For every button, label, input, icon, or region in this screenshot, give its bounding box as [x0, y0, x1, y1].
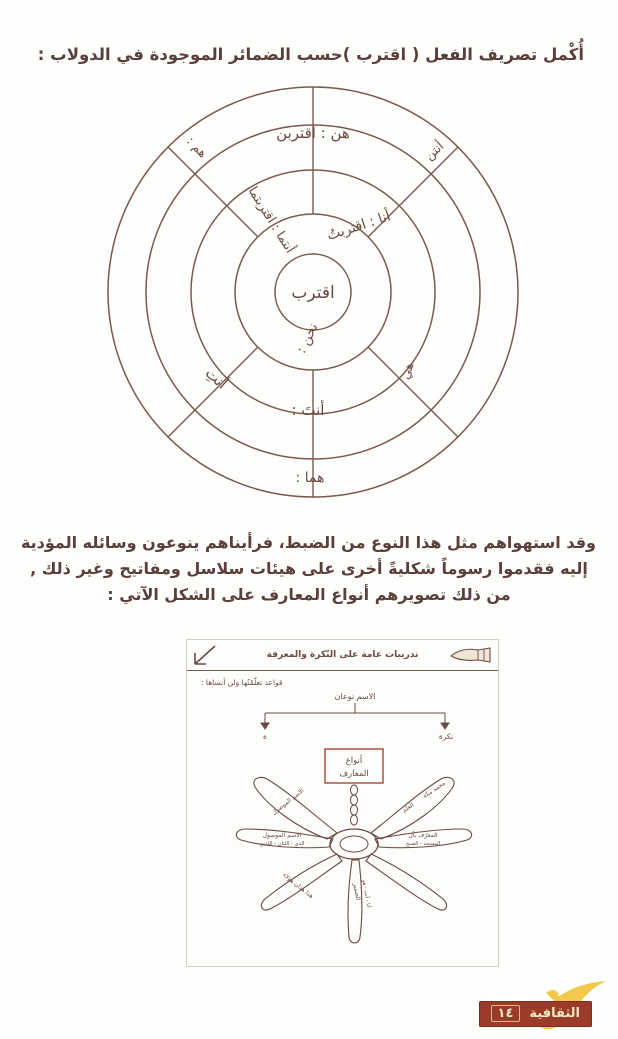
ray-label-top-left: الاسم الموصول: [270, 787, 306, 817]
ray-shape-3: [261, 854, 342, 910]
ray-label-left-sub: الذي - اللتان - اللذين: [259, 841, 305, 847]
figure-banner-title: تدريبات عامة على النّكرة والمعرفة: [266, 650, 419, 660]
wheel-inner-label-nahnu: نحن :: [293, 320, 322, 356]
footer-page-number: ١٤: [491, 1005, 521, 1022]
inset-figure: [186, 639, 499, 967]
paragraph-line-2: إليه فقدموا رسوماً شكليةً أخرى على هيئات سلاسل ومفاتيح وغير ذلك ,: [30, 558, 588, 578]
conjugation-wheel-diagram: [103, 82, 523, 502]
knowledge-star-diagram: [187, 687, 498, 967]
tree-branch-left-label: ة: [263, 732, 267, 741]
ray-shape-4: [348, 860, 362, 943]
ray-label-left: الاسم الموصول: [262, 832, 302, 839]
figure-banner: [187, 640, 498, 671]
wheel-center-label: اقترب: [291, 283, 335, 303]
wheel-outer-label-huma: هما :: [295, 470, 325, 486]
wheel-outer-label-hum: هم :: [183, 133, 211, 161]
wheel-middle-label-hunna: هن : اقتربن: [276, 124, 350, 142]
corner-arrow-icon: [193, 644, 219, 666]
wheel-outer-label-antunna: أنتن: [421, 138, 447, 164]
ray-shape-5: [366, 854, 447, 910]
figure-body: [187, 687, 498, 967]
chain-connector: [351, 785, 358, 825]
wheel-inner-label-antuma: أنتما : اقتربتما: [244, 184, 298, 257]
center-box-line2: المعارف: [339, 769, 369, 779]
ray-label-right-lower: المعرّف بأل: [408, 832, 438, 839]
paragraph-line-1: وقد استهواهم مثل هذا النوع من الضبط، فرأيناهم ينوعون وسائله المؤدية: [20, 533, 596, 552]
ray-shapes: [236, 777, 471, 943]
footer-series-label: الثقافية: [529, 1006, 580, 1021]
ray-label-bottom-sub: أنا - أنت - هو: [360, 879, 372, 909]
wheel-svg: [103, 82, 523, 502]
wheel-middle-label-anti: أنتِ: [201, 363, 231, 393]
ray-label-bottom-left: هذا هذان هؤلاء: [281, 871, 315, 900]
wheel-outer-label-hiya: هي: [396, 360, 417, 382]
ray-label-bottom: الضمير: [351, 882, 362, 901]
body-paragraph: [22, 530, 596, 608]
tree-branch-right-label: نكرة: [438, 732, 454, 741]
paragraph-line-3: من ذلك تصويرهم أنواع المعارف على الشكل الآتي :: [107, 584, 511, 604]
pointing-hand-icon: [448, 642, 494, 666]
figure-subtitle: قواعد تعلّمْتُها ولن أنساها :: [201, 678, 283, 687]
ray-label-right-upper: محمد مكة: [421, 779, 447, 800]
page-title: أُكْمل تصريف الفعل ( اقترب )حسب الضمائر الموجودة في الدولاب :: [37, 45, 584, 64]
ray-label-right-lower-sub: المسجد - الصبح: [405, 841, 441, 847]
footer-badge: [479, 1001, 592, 1027]
wheel-inner-label-ana: أنا : اقتربتُ: [324, 208, 393, 244]
ray-label-right: العلم: [401, 801, 416, 815]
star-hub-inner: [340, 836, 368, 852]
center-box-line1: أنواع: [345, 756, 363, 766]
tree-bracket: [261, 703, 449, 729]
wheel-middle-label-anta: أنتَ :: [291, 401, 325, 419]
tree-root-label: الاسم نوعان: [334, 692, 376, 701]
page-footer: [0, 979, 618, 1039]
